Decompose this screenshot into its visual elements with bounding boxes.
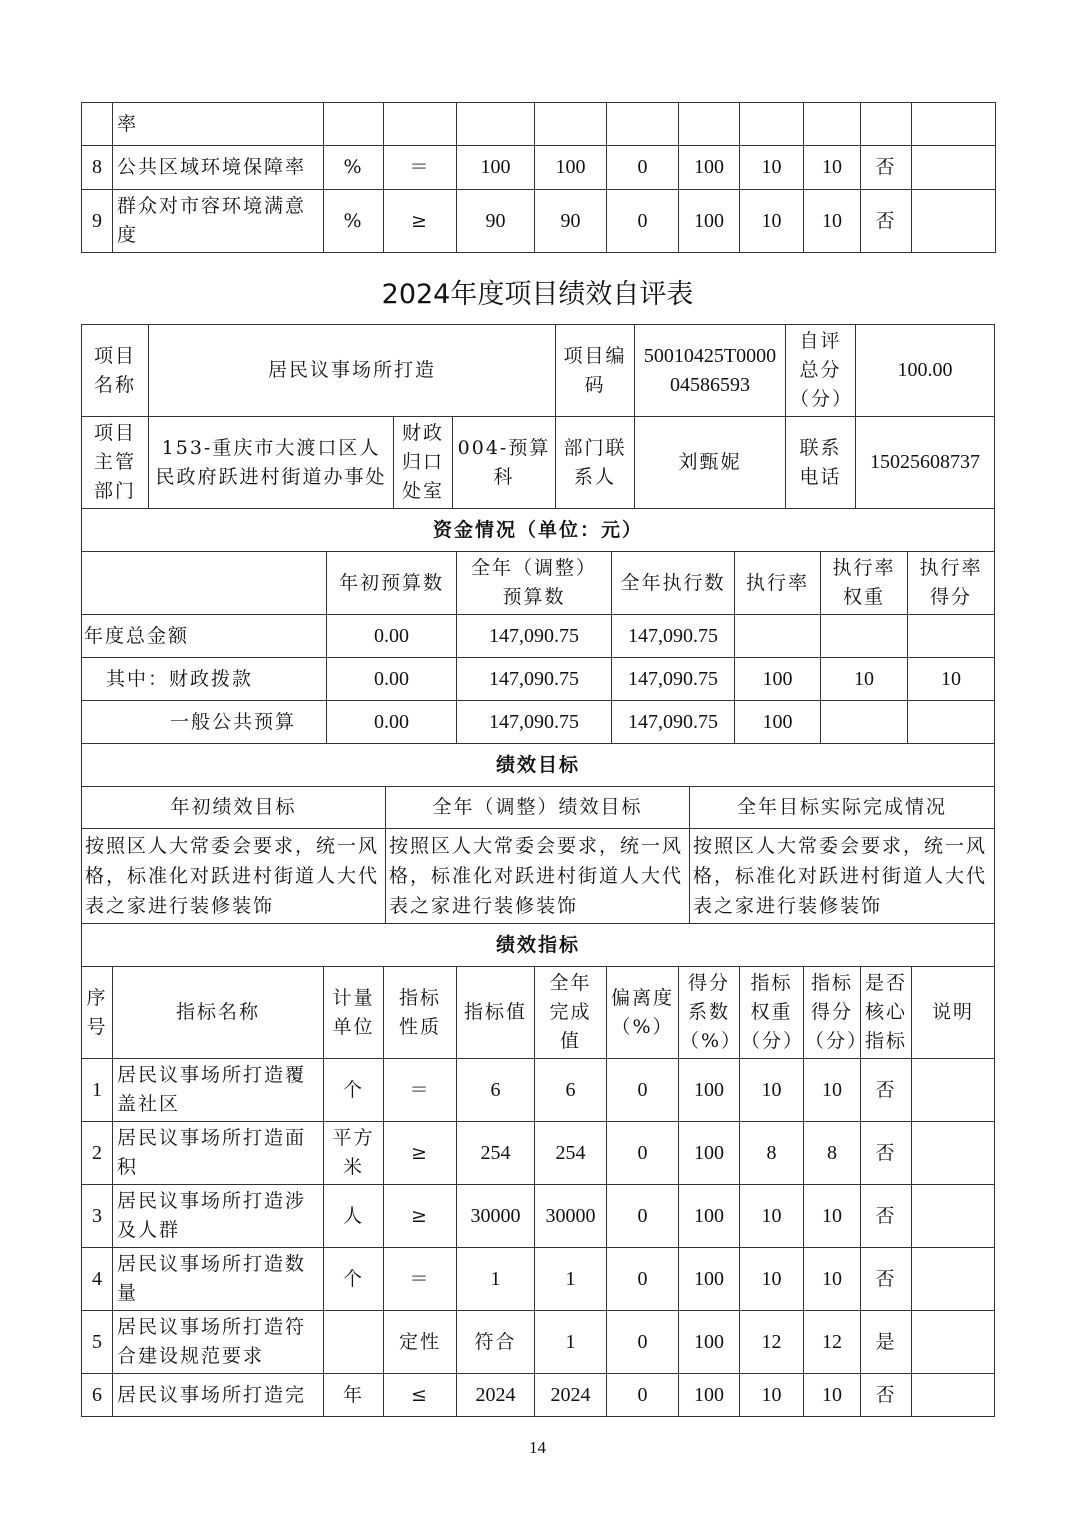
funds-cell: 147,090.75 — [457, 658, 612, 701]
table-row — [82, 658, 995, 701]
project-code-value: 50010425T000004586593 — [635, 325, 786, 417]
score-cell: 10 — [804, 1248, 861, 1311]
phone-value: 15025608737 — [856, 417, 995, 509]
seq-cell: 3 — [82, 1185, 113, 1248]
goals-section-title: 绩效目标 — [82, 744, 995, 787]
self-score-value: 100.00 — [856, 325, 995, 417]
indicator-name-cell: 居民议事场所打造涉及人群 — [113, 1185, 324, 1248]
seq-cell — [82, 103, 113, 146]
department-value: 153-重庆市大渡口区人民政府跃进村街道办事处 — [149, 417, 394, 509]
indicator-name-cell: 居民议事场所打造面积 — [113, 1122, 324, 1185]
funds-cell: 147,090.75 — [457, 701, 612, 744]
note-cell — [912, 103, 996, 146]
coef-cell: 100 — [679, 190, 740, 253]
funds-cell — [908, 701, 995, 744]
funds-cell — [821, 615, 908, 658]
core-cell: 否 — [861, 1122, 912, 1185]
seq-cell: 8 — [82, 146, 113, 190]
actual-cell: 1 — [535, 1248, 607, 1311]
note-cell — [912, 1311, 995, 1374]
note-cell — [912, 1185, 995, 1248]
self-score-label: 自评总分（分） — [786, 325, 856, 417]
goals-header: 年初绩效目标 — [82, 787, 386, 829]
table-row — [82, 1374, 995, 1417]
target-cell: 符合 — [457, 1311, 535, 1374]
score-cell: 10 — [804, 1185, 861, 1248]
actual-cell: 1 — [535, 1311, 607, 1374]
indicator-name-cell: 群众对市容环境满意度 — [113, 190, 324, 253]
funds-cell: 147,090.75 — [612, 615, 735, 658]
funds-cell: 147,090.75 — [612, 701, 735, 744]
score-cell: 10 — [804, 146, 861, 190]
phone-label: 联系电话 — [786, 417, 856, 509]
project-info-table — [81, 324, 995, 509]
weight-cell: 8 — [740, 1122, 804, 1185]
seq-cell: 9 — [82, 190, 113, 253]
table-row — [82, 1059, 995, 1122]
header-weight: 指标权重（分） — [740, 967, 804, 1059]
actual-cell: 6 — [535, 1059, 607, 1122]
indicator-name-cell: 居民议事场所打造数量 — [113, 1248, 324, 1311]
actual-cell: 90 — [535, 190, 607, 253]
funds-cell: 10 — [821, 658, 908, 701]
funds-cell: 100 — [735, 658, 821, 701]
deviation-cell: 0 — [607, 1185, 679, 1248]
coef-cell — [679, 103, 740, 146]
table-row — [82, 190, 996, 253]
seq-cell: 4 — [82, 1248, 113, 1311]
table-row — [82, 146, 996, 190]
unit-cell — [324, 103, 384, 146]
header-note: 说明 — [912, 967, 995, 1059]
unit-cell: % — [324, 146, 384, 190]
deviation-cell: 0 — [607, 190, 679, 253]
target-cell: 100 — [457, 146, 535, 190]
deviation-cell: 0 — [607, 1374, 679, 1417]
weight-cell: 10 — [740, 146, 804, 190]
contact-value: 刘甄妮 — [635, 417, 786, 509]
target-cell: 30000 — [457, 1185, 535, 1248]
indicator-name-cell: 公共区域环境保障率 — [113, 146, 324, 190]
header-deviation: 偏离度（%） — [607, 967, 679, 1059]
page-number: 14 — [529, 1438, 546, 1457]
funds-header: 执行率权重 — [821, 552, 908, 615]
page-title: 2024年度项目绩效自评表 — [381, 279, 694, 310]
weight-cell: 12 — [740, 1311, 804, 1374]
score-cell — [804, 103, 861, 146]
contact-label: 部门联系人 — [556, 417, 635, 509]
note-cell — [912, 1374, 995, 1417]
coef-cell: 100 — [679, 1185, 740, 1248]
unit-cell — [324, 1311, 384, 1374]
core-cell: 否 — [861, 190, 912, 253]
funds-cell: 0.00 — [327, 658, 457, 701]
table-row — [82, 1185, 995, 1248]
note-cell — [912, 190, 996, 253]
weight-cell: 10 — [740, 1185, 804, 1248]
seq-cell: 6 — [82, 1374, 113, 1417]
table-row — [82, 103, 996, 146]
coef-cell: 100 — [679, 1248, 740, 1311]
target-cell: 1 — [457, 1248, 535, 1311]
note-cell — [912, 1059, 995, 1122]
core-cell: 否 — [861, 1374, 912, 1417]
weight-cell — [740, 103, 804, 146]
core-cell: 否 — [861, 1059, 912, 1122]
core-cell: 是 — [861, 1311, 912, 1374]
finance-office-label: 财政归口处室 — [394, 417, 453, 509]
score-cell: 8 — [804, 1122, 861, 1185]
target-cell: 90 — [457, 190, 535, 253]
header-name: 指标名称 — [113, 967, 324, 1059]
funds-cell: 0.00 — [327, 701, 457, 744]
funds-header: 执行率 — [735, 552, 821, 615]
funds-row-label: 年度总金额 — [82, 615, 327, 658]
funds-row-label: 一般公共预算 — [82, 701, 327, 744]
table-row — [82, 1248, 995, 1311]
table-row — [82, 787, 995, 829]
funds-header: 年初预算数 — [327, 552, 457, 615]
score-cell: 10 — [804, 190, 861, 253]
target-cell: 2024 — [457, 1374, 535, 1417]
unit-cell: 个 — [324, 1059, 384, 1122]
score-cell: 12 — [804, 1311, 861, 1374]
actual-cell: 100 — [535, 146, 607, 190]
actual-cell: 30000 — [535, 1185, 607, 1248]
goal-initial-text: 按照区人大常委会要求，统一风格，标准化对跃进村街道人大代表之家进行装修装饰 — [82, 829, 386, 924]
deviation-cell: 0 — [607, 1311, 679, 1374]
note-cell — [912, 1248, 995, 1311]
funds-cell — [735, 615, 821, 658]
indicators-section-title: 绩效指标 — [82, 924, 995, 967]
funds-cell: 0.00 — [327, 615, 457, 658]
table-row — [82, 509, 995, 552]
weight-cell: 10 — [740, 190, 804, 253]
nature-cell — [384, 103, 457, 146]
target-cell — [457, 103, 535, 146]
funds-cell: 147,090.75 — [612, 658, 735, 701]
table-row — [82, 701, 995, 744]
actual-cell: 2024 — [535, 1374, 607, 1417]
note-cell — [912, 146, 996, 190]
actual-cell: 254 — [535, 1122, 607, 1185]
table-row — [82, 829, 995, 924]
nature-cell: ＝ — [384, 1248, 457, 1311]
nature-cell: ＝ — [384, 146, 457, 190]
header-core: 是否核心指标 — [861, 967, 912, 1059]
unit-cell: 人 — [324, 1185, 384, 1248]
header-score: 指标得分（分） — [804, 967, 861, 1059]
department-label: 项目主管部门 — [82, 417, 149, 509]
funds-row-label: 其中：财政拨款 — [82, 658, 327, 701]
deviation-cell — [607, 103, 679, 146]
table-row — [82, 924, 995, 967]
evaluation-table — [81, 324, 994, 1417]
unit-cell: 个 — [324, 1248, 384, 1311]
nature-cell: ≥ — [384, 190, 457, 253]
funds-section-title: 资金情况（单位：元） — [82, 509, 995, 552]
indicator-name-cell: 居民议事场所打造符合建设规范要求 — [113, 1311, 324, 1374]
nature-cell: 定性 — [384, 1311, 457, 1374]
table-row — [82, 744, 995, 787]
funds-cell: 10 — [908, 658, 995, 701]
nature-cell: ≥ — [384, 1122, 457, 1185]
core-cell: 否 — [861, 1248, 912, 1311]
table-row — [82, 615, 995, 658]
funds-cell — [908, 615, 995, 658]
goal-actual-text: 按照区人大常委会要求，统一风格，标准化对跃进村街道人大代表之家进行装修装饰 — [690, 829, 995, 924]
nature-cell: ≥ — [384, 1185, 457, 1248]
seq-cell: 1 — [82, 1059, 113, 1122]
weight-cell: 10 — [740, 1374, 804, 1417]
weight-cell: 10 — [740, 1059, 804, 1122]
finance-office-value: 004-预算科 — [453, 417, 556, 509]
unit-cell: 平方米 — [324, 1122, 384, 1185]
deviation-cell: 0 — [607, 146, 679, 190]
seq-cell: 2 — [82, 1122, 113, 1185]
core-cell: 否 — [861, 146, 912, 190]
project-name-value: 居民议事场所打造 — [149, 325, 556, 417]
goals-header: 全年目标实际完成情况 — [690, 787, 995, 829]
actual-cell — [535, 103, 607, 146]
weight-cell: 10 — [740, 1248, 804, 1311]
indicators-table — [81, 923, 995, 1417]
indicator-name-cell: 居民议事场所打造完 — [113, 1374, 324, 1417]
note-cell — [912, 1122, 995, 1185]
score-cell: 10 — [804, 1374, 861, 1417]
funds-cell — [821, 701, 908, 744]
funds-header: 全年执行数 — [612, 552, 735, 615]
project-code-label: 项目编码 — [556, 325, 635, 417]
table-row — [82, 417, 995, 509]
deviation-cell: 0 — [607, 1122, 679, 1185]
target-cell: 6 — [457, 1059, 535, 1122]
coef-cell: 100 — [679, 1059, 740, 1122]
header-nature: 指标性质 — [384, 967, 457, 1059]
table-row — [82, 552, 995, 615]
unit-cell: 年 — [324, 1374, 384, 1417]
indicator-name-cell: 率 — [113, 103, 324, 146]
goals-table — [81, 743, 995, 924]
nature-cell: ＝ — [384, 1059, 457, 1122]
seq-cell: 5 — [82, 1311, 113, 1374]
core-cell — [861, 103, 912, 146]
target-cell: 254 — [457, 1122, 535, 1185]
score-cell: 10 — [804, 1059, 861, 1122]
table-row — [82, 1311, 995, 1374]
funds-header: 全年（调整）预算数 — [457, 552, 612, 615]
previous-indicators-table — [81, 102, 996, 253]
goal-adjusted-text: 按照区人大常委会要求，统一风格，标准化对跃进村街道人大代表之家进行装修装饰 — [386, 829, 690, 924]
deviation-cell: 0 — [607, 1248, 679, 1311]
unit-cell: % — [324, 190, 384, 253]
goals-header: 全年（调整）绩效目标 — [386, 787, 690, 829]
core-cell: 否 — [861, 1185, 912, 1248]
project-name-label: 项目名称 — [82, 325, 149, 417]
header-coef: 得分系数（%） — [679, 967, 740, 1059]
coef-cell: 100 — [679, 1311, 740, 1374]
coef-cell: 100 — [679, 146, 740, 190]
funds-cell: 100 — [735, 701, 821, 744]
funds-table — [81, 508, 995, 744]
coef-cell: 100 — [679, 1374, 740, 1417]
header-actual: 全年完成值 — [535, 967, 607, 1059]
header-seq: 序号 — [82, 967, 113, 1059]
funds-header: 执行率得分 — [908, 552, 995, 615]
indicator-name-cell: 居民议事场所打造覆盖社区 — [113, 1059, 324, 1122]
header-target: 指标值 — [457, 967, 535, 1059]
nature-cell: ≤ — [384, 1374, 457, 1417]
funds-cell: 147,090.75 — [457, 615, 612, 658]
header-unit: 计量单位 — [324, 967, 384, 1059]
table-row — [82, 967, 995, 1059]
coef-cell: 100 — [679, 1122, 740, 1185]
table-row — [82, 325, 995, 417]
deviation-cell: 0 — [607, 1059, 679, 1122]
table-row — [82, 1122, 995, 1185]
funds-header-blank — [82, 552, 327, 615]
